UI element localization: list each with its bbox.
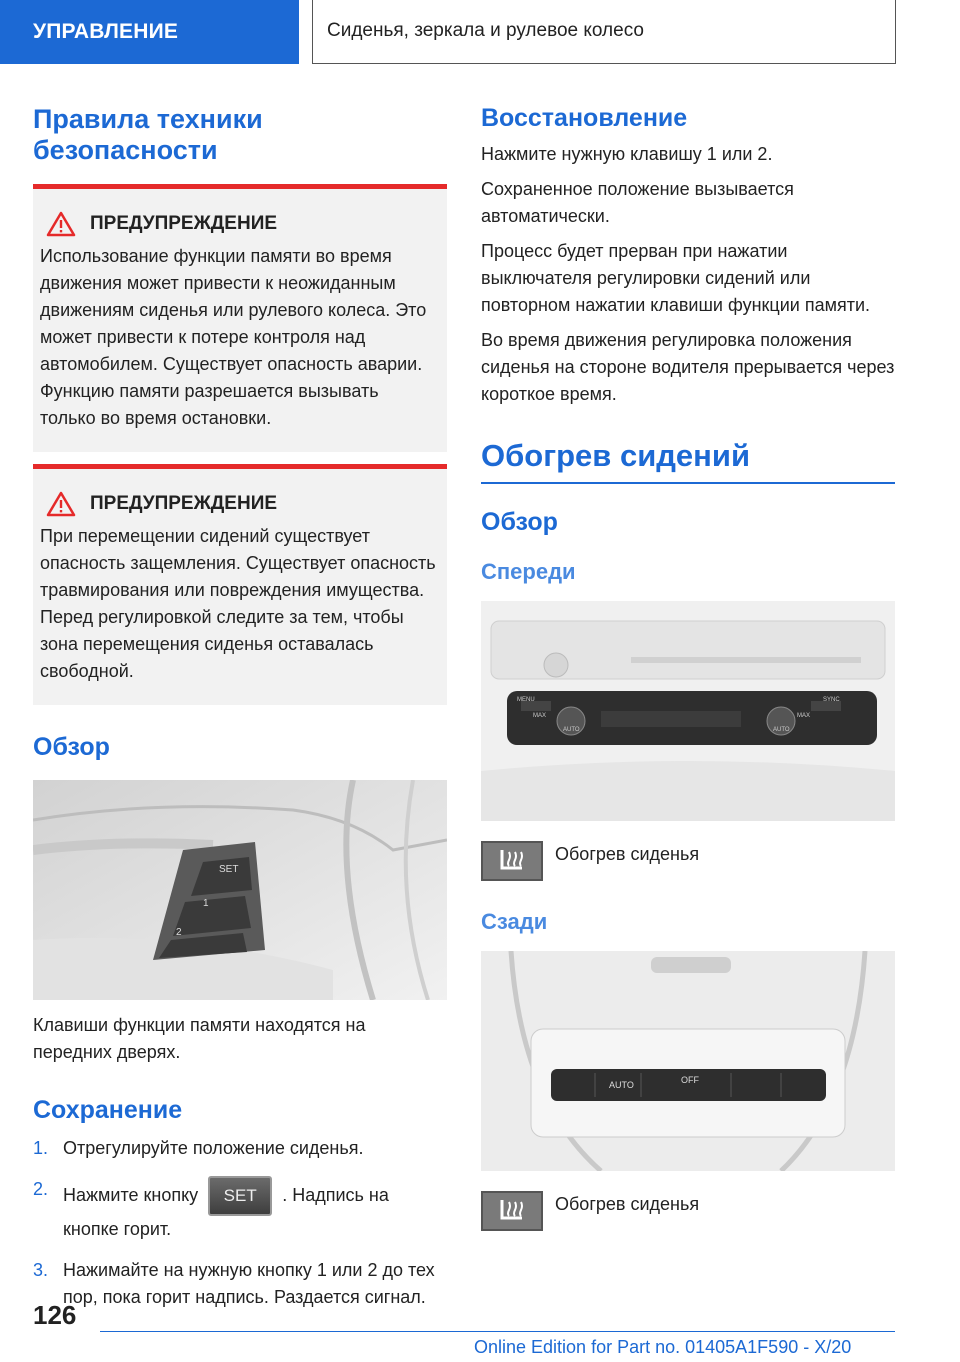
save-title: Сохранение — [33, 1096, 183, 1124]
rear-seat-heating-row — [481, 1191, 895, 1231]
list-item — [33, 1176, 447, 1243]
seat-heating-icon — [481, 1191, 543, 1231]
list-item — [33, 1257, 447, 1311]
warning-text: Использование функции памяти во время движения может привести к неожиданным движениям сиденья или рулевого колеса. Это может привести к потере контроля над автомобилем. Существует опасность аварии. Функцию памяти разрешается вызывать только во время остановки. — [40, 246, 427, 428]
heating-overview-title: Обзор — [481, 508, 558, 536]
door-panel-illustration — [33, 780, 447, 1000]
heating-title: Обогрев сидений — [481, 438, 751, 473]
front-auto-right-label: AUTO — [773, 727, 790, 733]
safety-title: Правила техники безопасности — [33, 104, 263, 165]
front-seat-heating-row — [481, 841, 895, 881]
front-auto-left-label: AUTO — [563, 727, 580, 733]
door-1-label: 1 — [203, 898, 209, 909]
front-max-label: MAX — [533, 713, 547, 719]
page-number: 126 — [33, 1300, 77, 1330]
rear-caption: Обогрев сиденья — [555, 1194, 700, 1214]
step-number: 3. — [33, 1260, 49, 1280]
edition-text: Online Edition for Part no. 01405A1F590 - X/20 — [474, 1337, 852, 1357]
header-section: УПРАВЛЕНИЕ — [0, 0, 299, 64]
door-set-label: SET — [219, 864, 239, 875]
front-max-right-label: MAX — [797, 713, 811, 719]
warning-text: При перемещении сидений существует опасность защемления. Существует опасность травмирования или повреждения имущества. Перед регулировкой следите за тем, чтобы зона перемещения сиденья оставалась свободной. — [40, 526, 436, 681]
door-memory-buttons-photo — [33, 780, 447, 1000]
restore-para: Сохраненное положение вызывается автоматически. — [481, 179, 794, 226]
header-chapter: Сиденья, зеркала и рулевое колесо — [312, 0, 896, 64]
heading-underline — [481, 482, 895, 484]
door-2-label: 2 — [176, 927, 182, 938]
rear-climate-panel-photo — [481, 951, 895, 1171]
warning-label: ПРЕДУПРЕЖДЕНИЕ — [90, 493, 278, 514]
step-text-after: . Надпись на кнопке горит. — [63, 1184, 389, 1239]
footer-divider — [100, 1331, 895, 1332]
step-number: 2. — [33, 1179, 49, 1199]
warning-box-memory — [33, 184, 447, 452]
warning-icon — [46, 211, 76, 237]
list-item — [33, 1135, 447, 1162]
front-climate-panel-photo — [481, 601, 895, 821]
overview-caption: Клавиши функции памяти находятся на передних дверях. — [33, 1015, 366, 1062]
rear-auto-label: AUTO — [609, 1080, 634, 1090]
restore-para: Нажмите нужную клавишу 1 или 2. — [481, 144, 773, 164]
front-title: Спереди — [481, 559, 576, 584]
front-caption: Обогрев сиденья — [555, 844, 700, 864]
left-column — [33, 100, 447, 1325]
right-column — [481, 100, 895, 1231]
save-steps — [33, 1135, 447, 1311]
step-number: 1. — [33, 1138, 49, 1158]
restore-title: Восстановление — [481, 104, 688, 132]
front-sync-label: SYNC — [823, 697, 840, 703]
step-text: Отрегулируйте положение сиденья. — [63, 1138, 364, 1158]
warning-box-pinch — [33, 464, 447, 705]
step-text-before: Нажмите кнопку — [63, 1184, 199, 1205]
restore-para: Во время движения регулировка положения сиденья на стороне водителя прерывается через короткое время. — [481, 330, 895, 404]
set-button-icon: SET — [208, 1176, 272, 1216]
rear-off-label: OFF — [681, 1075, 699, 1085]
rear-panel-illustration — [481, 951, 895, 1171]
restore-para: Процесс будет прерван при нажатии выключателя регулировки сидений или повторном нажатии клавиши функции памяти. — [481, 241, 871, 315]
step-text — [63, 1176, 447, 1243]
warning-label: ПРЕДУПРЕЖДЕНИЕ — [90, 213, 278, 234]
overview-title: Обзор — [33, 733, 110, 761]
step-text: Нажимайте на нужную кнопку 1 или 2 до тех пор, пока горит надпись. Раздается сигнал. — [63, 1260, 435, 1307]
warning-icon — [46, 491, 76, 517]
front-panel-illustration — [481, 601, 895, 821]
rear-title: Сзади — [481, 909, 548, 934]
seat-heating-icon — [481, 841, 543, 881]
front-menu-label: MENU — [517, 697, 535, 703]
